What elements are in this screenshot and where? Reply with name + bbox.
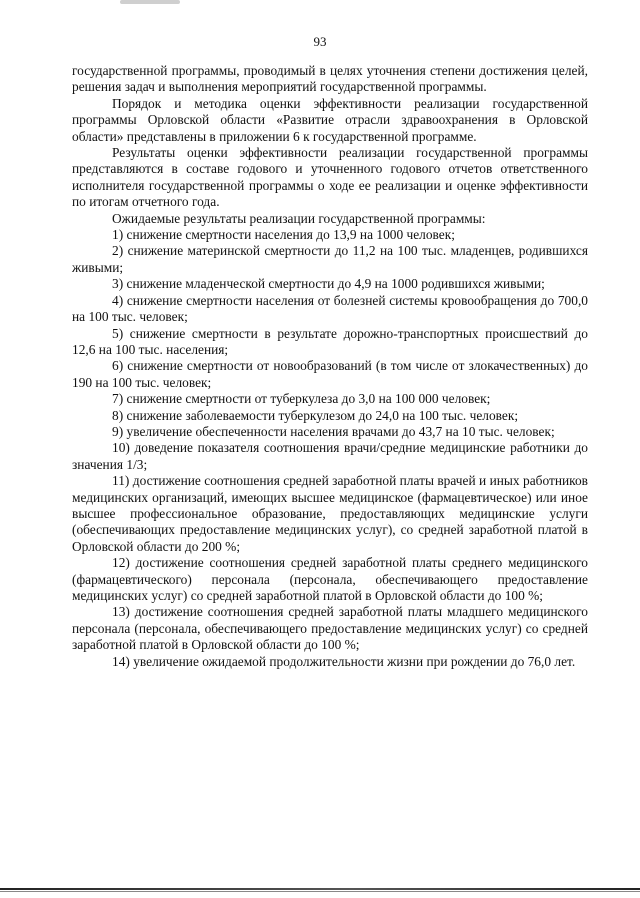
- list-item: 10) доведение показателя соотношения врачи/средние медицинские работники до значения 1/3;: [72, 440, 588, 472]
- list-item: 2) снижение материнской смертности до 11,2 на 100 тыс. младенцев, родившихся живыми;: [72, 243, 588, 275]
- paragraph: Результаты оценки эффективности реализации государственной программы представляются в составе годового и уточненного годового отчетов ответственного исполнителя государственной программы о ходе ее реализации и оценке эффективности по итогам отчетного года.: [72, 145, 588, 210]
- list-item: 12) достижение соотношения средней заработной платы среднего медицинского (фармацевтического) персонала (персонала, обеспечивающего предоставление медицинских услуг) со средней заработной платой в Орловской области до 100 %;: [72, 555, 588, 603]
- list-item: 4) снижение смертности населения от болезней системы кровообращения до 700,0 на 100 тыс. человек;: [72, 292, 588, 325]
- paragraph: Ожидаемые результаты реализации государственной программы:: [112, 210, 486, 226]
- list-item: 7) снижение смертности от туберкулеза до 3,0 на 100 000 человек;: [112, 391, 491, 407]
- scan-artifact-bottom-line: [0, 891, 640, 892]
- document-body: [72, 63, 588, 670]
- list-item: 13) достижение соотношения средней заработной платы младшего медицинского персонала (персонала, обеспечивающего предоставление медицинских услуг) со средней заработной платой в Орловской области до 100 %;: [72, 604, 588, 653]
- list-item: 11) достижение соотношения средней заработной платы врачей и иных работников медицинских организаций, имеющих высшее медицинское (фармацевтическое) или иное высшее профессиональное образование, предоставляющих медицинские услуги (обеспечивающих предоставление медицинских услуг), со средней заработной платой в Орловской области до 200 %;: [72, 473, 588, 554]
- list-item: 3) снижение младенческой смертности до 4,9 на 1000 родившихся живыми;: [112, 276, 545, 292]
- page-number: 93: [313, 34, 327, 49]
- list-item: 5) снижение смертности в результате дорожно-транспортных происшествий до 12,6 на 100 тыс. населения;: [72, 325, 588, 357]
- list-item: 8) снижение заболеваемости туберкулезом до 24,0 на 100 тыс. человек;: [112, 407, 519, 423]
- scan-artifact-bottom: [0, 888, 640, 890]
- paragraph: Порядок и методика оценки эффективности реализации государственной программы Орловской области «Развитие отрасли здравоохранения в Орловской области» представлены в приложении 6 к государственной программе.: [72, 95, 588, 144]
- list-item: 1) снижение смертности населения до 13,9 на 1000 человек;: [112, 227, 455, 243]
- list-item: 9) увеличение обеспеченности населения врачами до 43,7 на 10 тыс. человек;: [112, 423, 555, 439]
- scan-artifact-top: [120, 0, 180, 4]
- paragraph: государственной программы, проводимый в целях уточнения степени достижения целей, решения задач и выполнения мероприятий государственной программы.: [72, 63, 588, 95]
- list-item: 6) снижение смертности от новообразований (в том числе от злокачественных) до 190 на 100 тыс. человек;: [72, 358, 588, 390]
- list-item: 14) увеличение ожидаемой продолжительности жизни при рождении до 76,0 лет.: [112, 653, 576, 669]
